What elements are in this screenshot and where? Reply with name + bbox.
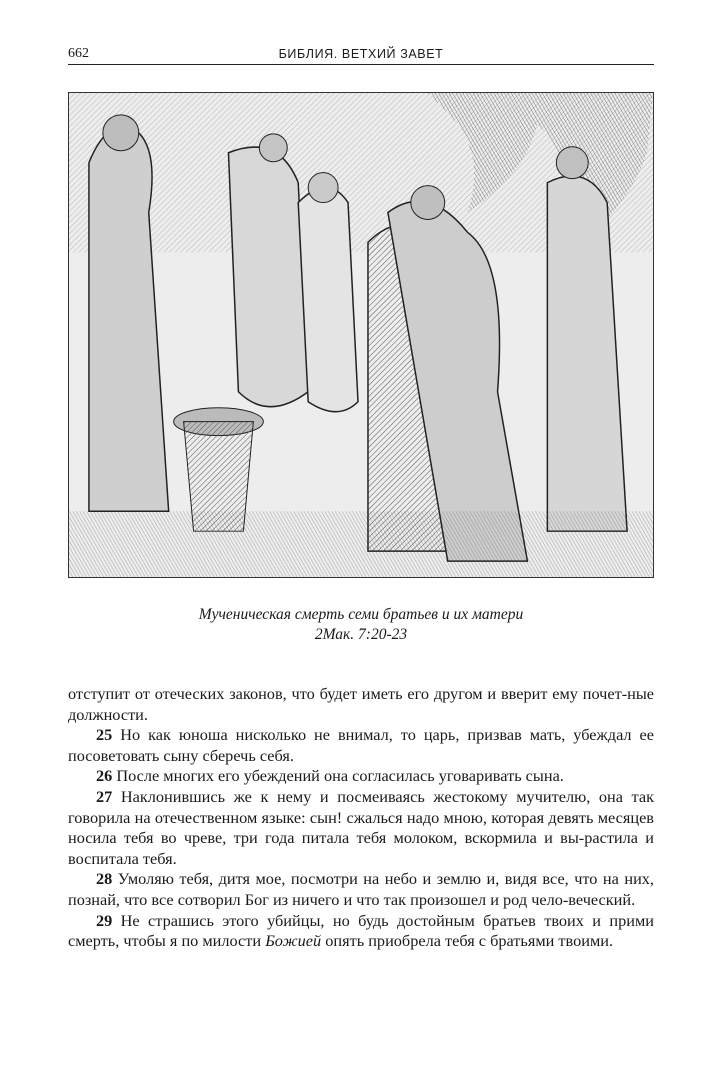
verse-number: 28	[96, 869, 113, 889]
continuation-paragraph: отступит от отеческих законов, что будет иметь его другом и вверит ему почет-ные должности.	[68, 684, 654, 724]
verse-27	[68, 787, 654, 869]
verse-number: 27	[96, 786, 113, 806]
engraving-illustration-icon	[69, 93, 653, 577]
caption-reference: 2Мак. 7:20-23	[314, 626, 408, 643]
verse-text: После многих его убеждений она согласилась уговаривать сына.	[112, 766, 564, 786]
page-number: 662	[68, 46, 89, 61]
verse-25	[68, 725, 654, 766]
verse-number: 29	[96, 910, 113, 930]
engraving-illustration	[68, 92, 654, 578]
verse-text: Умоляю тебя, дитя мое, посмотри на небо и землю и, видя все, что на них, познай, что все сотворил Бог из ничего и что так произошел и род чело-веческий.	[68, 869, 654, 909]
scripture-text	[68, 684, 654, 952]
caption-title: Мученическая смерть семи братьев и их матери	[198, 606, 524, 623]
verse-text-italic: Божией	[265, 931, 322, 951]
verse-29	[68, 911, 654, 952]
verse-number: 26	[96, 766, 113, 786]
verse-28	[68, 869, 654, 910]
verse-text: опять приобрела тебя с братьями твоими.	[321, 931, 614, 951]
verse-number: 25	[96, 725, 113, 745]
verse-26	[68, 766, 654, 787]
verse-text: Наклонившись же к нему и посмеиваясь жестокому мучителю, она так говорила на отечественном языке: сын! сжалься надо мною, которая девять месяцев носила тебя во чреве, три года питала тебя молоком, вскормила и вы-растила и воспитала тебя.	[68, 786, 654, 868]
running-title: БИБЛИЯ. ВЕТХИЙ ЗАВЕТ	[278, 47, 444, 61]
verse-text: Но как юноша нисколько не внимал, то царь, призвав мать, убеждал ее посоветовать сыну сберечь себя.	[68, 725, 654, 765]
running-header	[68, 46, 654, 65]
illustration-caption	[68, 605, 654, 645]
verse-text: Не страшись этого убийцы, но будь достойным братьев твоих и прими смерть, чтобы я по милости	[68, 910, 654, 951]
